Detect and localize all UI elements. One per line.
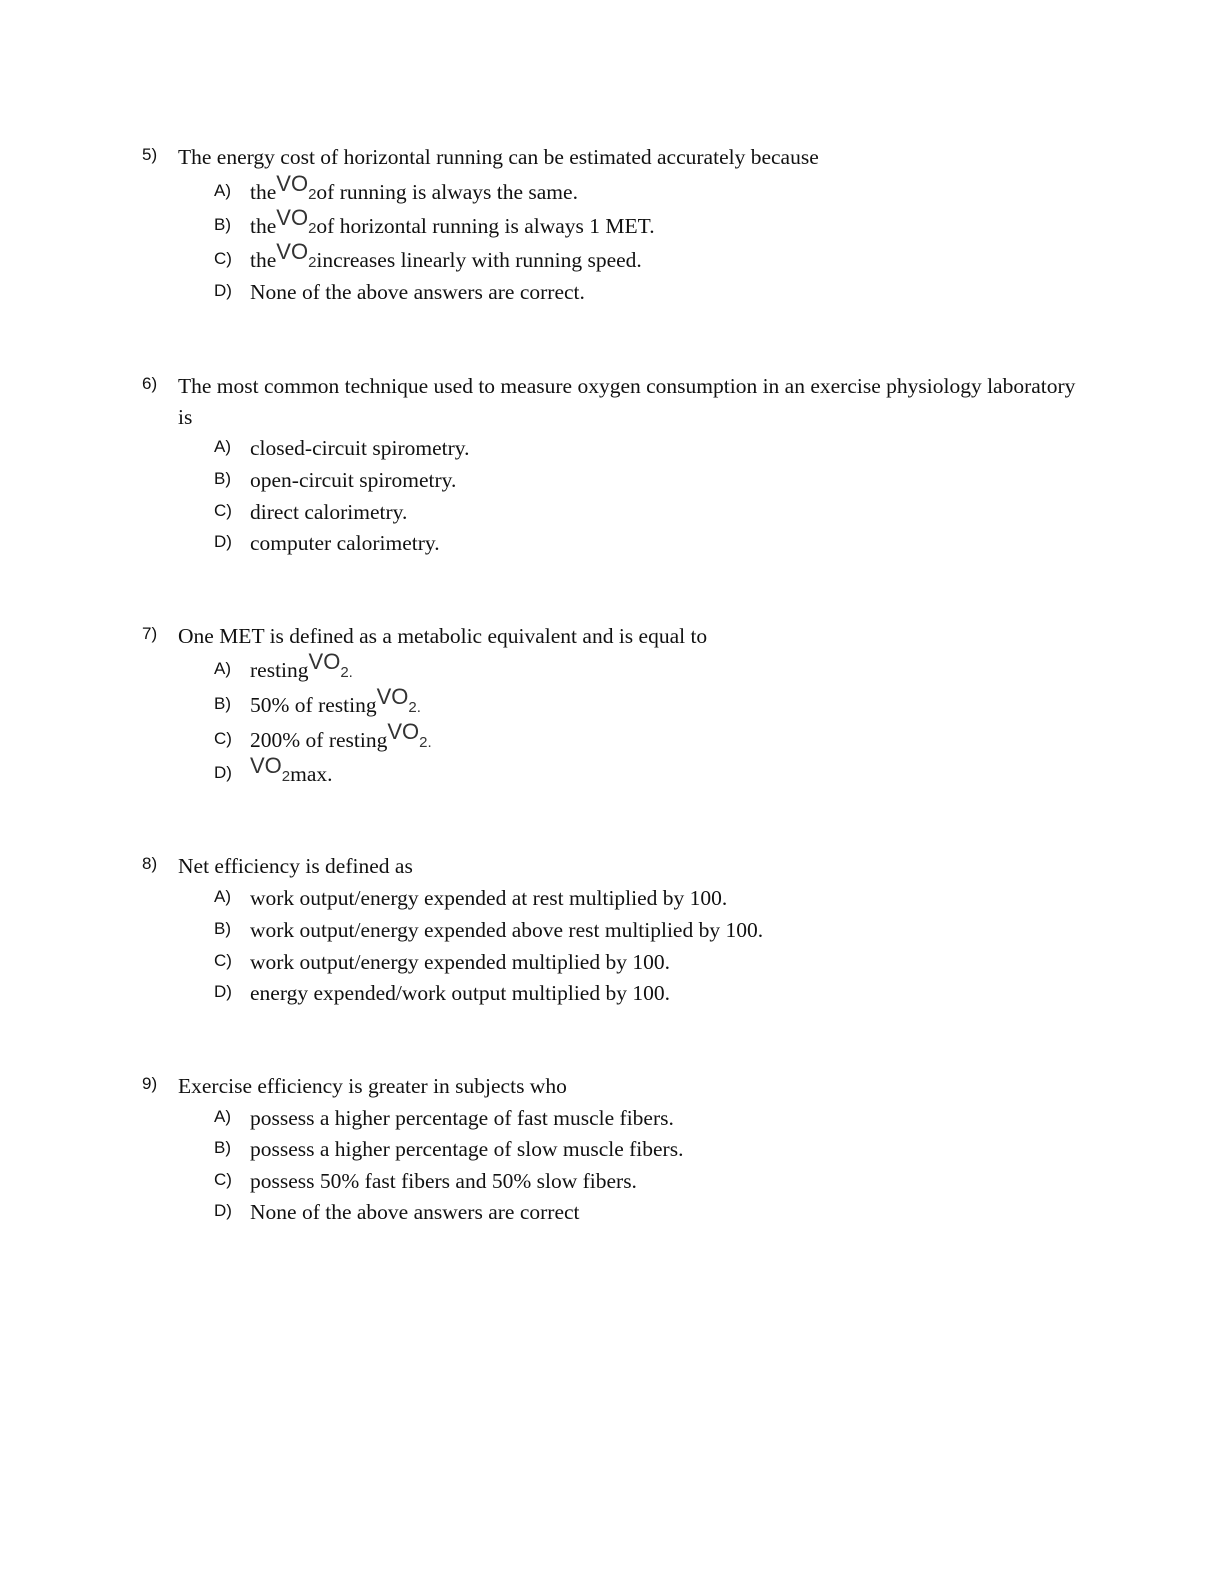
vo2-symbol [276, 205, 317, 237]
option-letter: A) [214, 659, 231, 678]
option-letter: B) [214, 215, 231, 234]
vo2-sub: 2 [281, 768, 291, 785]
vo2-sub: 2 [308, 254, 317, 271]
option-text: direct calorimetry. [250, 500, 408, 524]
option-text: possess a higher percentage of fast muscle fibers. [250, 1106, 674, 1130]
option-letter: B) [214, 694, 231, 713]
vo2-symbol [250, 753, 291, 785]
option-text: closed-circuit spirometry. [250, 436, 470, 460]
vo2-symbol [276, 239, 317, 271]
vo2-sub: 2. [408, 699, 421, 716]
question-stem: Net efficiency is defined as [178, 854, 413, 878]
option-letter: D) [214, 763, 232, 782]
vo2-sub: 2. [419, 734, 432, 751]
option-letter: D) [214, 982, 232, 1001]
option-text-pre: the [250, 214, 277, 238]
option-text [250, 753, 333, 793]
vo2-main: VO [276, 205, 309, 230]
option-text: energy expended/work output multiplied by 100. [250, 981, 670, 1005]
option-text-pre: resting [250, 658, 309, 682]
question-stem: One MET is defined as a metabolic equivalent and is equal to [178, 624, 708, 648]
option-text-pre: the [250, 180, 277, 204]
option-text-pre: 50% of resting [250, 693, 377, 717]
option-letter: B) [214, 1138, 231, 1157]
vo2-symbol [276, 171, 317, 203]
option-text [250, 239, 642, 279]
option-letter: A) [214, 887, 231, 906]
option-text-pre: 200% of resting [250, 728, 388, 752]
option-text: None of the above answers are correct [250, 1200, 580, 1224]
option-text: work output/energy expended at rest multiplied by 100. [250, 886, 728, 910]
option-text-post: max. [290, 762, 333, 786]
vo2-sub: 2. [340, 664, 353, 681]
question-stem: The most common technique used to measure oxygen consumption in an exercise physiology laboratory is [178, 374, 1076, 429]
vo2-main: VO [250, 753, 282, 778]
option-text-post: of running is always the same. [316, 180, 578, 204]
option-letter: C) [214, 951, 232, 970]
vo2-sub: 2 [308, 186, 317, 203]
option-text [250, 649, 353, 689]
vo2-symbol [308, 649, 353, 681]
vo2-main: VO [308, 649, 341, 674]
vo2-sub: 2 [308, 220, 317, 237]
vo2-main: VO [276, 171, 309, 196]
question-number: 6) [142, 374, 158, 393]
vo2-main: VO [387, 719, 420, 744]
option-text: computer calorimetry. [250, 531, 440, 555]
option-letter: C) [214, 501, 232, 520]
option-letter: B) [214, 919, 231, 938]
option-text: work output/energy expended above rest multiplied by 100. [250, 918, 764, 942]
option-letter: D) [214, 532, 232, 551]
option-letter: C) [214, 249, 232, 268]
option-text: work output/energy expended multiplied by 100. [250, 950, 670, 974]
option-letter: B) [214, 469, 231, 488]
option-text: possess a higher percentage of slow muscle fibers. [250, 1137, 684, 1161]
vo2-main: VO [376, 684, 409, 709]
vo2-symbol [387, 719, 432, 751]
option-letter: D) [214, 1201, 232, 1220]
option-letter: C) [214, 729, 232, 748]
vo2-main: VO [276, 239, 309, 264]
option-letter: A) [214, 437, 231, 456]
option-text-pre: the [250, 248, 277, 272]
option-text: possess 50% fast fibers and 50% slow fibers. [250, 1169, 637, 1193]
question-stem: Exercise efficiency is greater in subjects who [178, 1074, 567, 1098]
option-text: None of the above answers are correct. [250, 280, 585, 304]
question-number: 5) [142, 145, 158, 164]
option-letter: D) [214, 281, 232, 300]
vo2-symbol [376, 684, 421, 716]
question-stem: The energy cost of horizontal running can be estimated accurately because [178, 145, 819, 169]
question-number: 8) [142, 854, 158, 873]
option-text: open-circuit spirometry. [250, 468, 457, 492]
option-letter: C) [214, 1170, 232, 1189]
option-text-post: increases linearly with running speed. [316, 248, 642, 272]
option-letter: A) [214, 181, 231, 200]
question-number: 9) [142, 1074, 158, 1093]
option-letter: A) [214, 1107, 231, 1126]
option-text-post: of horizontal running is always 1 MET. [316, 214, 655, 238]
question-number: 7) [142, 624, 158, 643]
